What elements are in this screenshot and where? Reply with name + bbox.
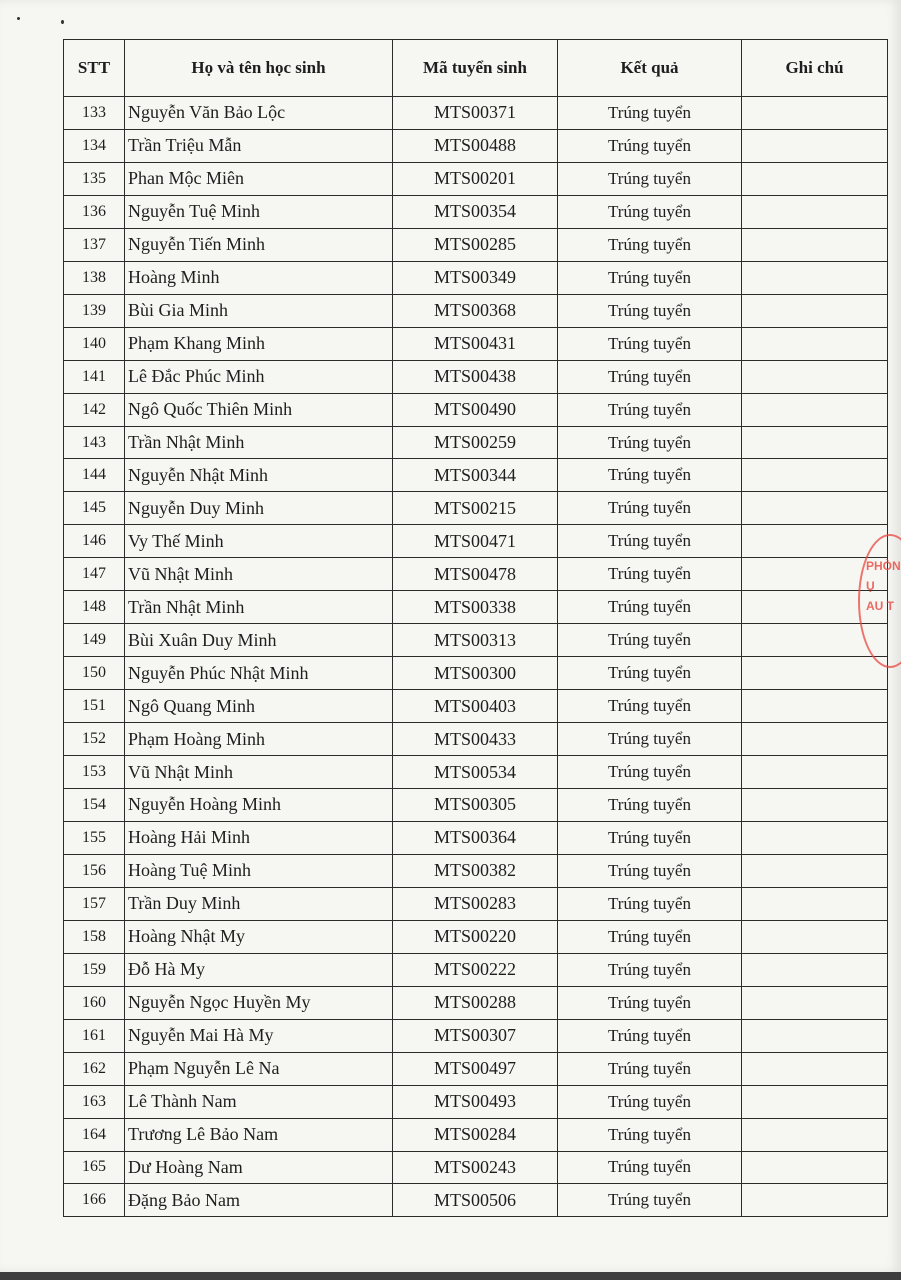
table-row — [64, 162, 888, 195]
table-row — [64, 591, 888, 624]
result-status: Trúng tuyển — [558, 525, 742, 558]
admission-code: MTS00259 — [393, 426, 558, 459]
table-row — [64, 624, 888, 657]
row-note — [742, 261, 888, 294]
result-status: Trúng tuyển — [558, 591, 742, 624]
row-note — [742, 1184, 888, 1217]
result-status: Trúng tuyển — [558, 1118, 742, 1151]
row-stt: 136 — [64, 195, 125, 228]
row-note — [742, 327, 888, 360]
row-note — [742, 756, 888, 789]
row-note — [742, 1019, 888, 1052]
admission-code: MTS00433 — [393, 723, 558, 756]
row-note — [742, 1085, 888, 1118]
result-status: Trúng tuyển — [558, 459, 742, 492]
row-stt: 165 — [64, 1151, 125, 1184]
admission-code: MTS00300 — [393, 657, 558, 690]
table-row — [64, 294, 888, 327]
row-note — [742, 294, 888, 327]
student-name: Vũ Nhật Minh — [125, 756, 393, 789]
admission-code: MTS00478 — [393, 558, 558, 591]
student-name: Nguyễn Văn Bảo Lộc — [125, 97, 393, 130]
row-note — [742, 854, 888, 887]
header-stt: STT — [64, 40, 125, 97]
admission-code: MTS00344 — [393, 459, 558, 492]
row-stt: 143 — [64, 426, 125, 459]
row-stt: 134 — [64, 129, 125, 162]
student-name: Trần Nhật Minh — [125, 426, 393, 459]
row-stt: 160 — [64, 986, 125, 1019]
result-status: Trúng tuyển — [558, 1085, 742, 1118]
student-name: Vy Thế Minh — [125, 525, 393, 558]
row-note — [742, 426, 888, 459]
table-row — [64, 261, 888, 294]
result-status: Trúng tuyển — [558, 294, 742, 327]
row-note — [742, 1118, 888, 1151]
table-row — [64, 97, 888, 130]
table-row — [64, 657, 888, 690]
row-note — [742, 97, 888, 130]
row-stt: 164 — [64, 1118, 125, 1151]
table-row — [64, 887, 888, 920]
admission-code: MTS00368 — [393, 294, 558, 327]
admission-code: MTS00338 — [393, 591, 558, 624]
result-status: Trúng tuyển — [558, 756, 742, 789]
row-note — [742, 228, 888, 261]
scan-speck — [61, 20, 64, 24]
result-status: Trúng tuyển — [558, 162, 742, 195]
row-stt: 157 — [64, 887, 125, 920]
row-stt: 158 — [64, 920, 125, 953]
row-stt: 135 — [64, 162, 125, 195]
admission-code: MTS00243 — [393, 1151, 558, 1184]
table-row — [64, 1151, 888, 1184]
table-header-row — [64, 40, 888, 97]
header-result: Kết quả — [558, 40, 742, 97]
row-note — [742, 789, 888, 822]
result-status: Trúng tuyển — [558, 1052, 742, 1085]
student-name: Phạm Hoàng Minh — [125, 723, 393, 756]
student-name: Trần Triệu Mẫn — [125, 129, 393, 162]
admission-code: MTS00220 — [393, 920, 558, 953]
row-note — [742, 723, 888, 756]
row-note — [742, 195, 888, 228]
row-note — [742, 1151, 888, 1184]
result-status: Trúng tuyển — [558, 821, 742, 854]
row-stt: 161 — [64, 1019, 125, 1052]
result-status: Trúng tuyển — [558, 558, 742, 591]
header-admission-code: Mã tuyển sinh — [393, 40, 558, 97]
student-name: Phạm Khang Minh — [125, 327, 393, 360]
result-status: Trúng tuyển — [558, 195, 742, 228]
row-stt: 149 — [64, 624, 125, 657]
admission-code: MTS00382 — [393, 854, 558, 887]
result-status: Trúng tuyển — [558, 393, 742, 426]
row-stt: 145 — [64, 492, 125, 525]
row-stt: 141 — [64, 360, 125, 393]
result-status: Trúng tuyển — [558, 327, 742, 360]
admission-code: MTS00431 — [393, 327, 558, 360]
student-name: Nguyễn Duy Minh — [125, 492, 393, 525]
row-stt: 153 — [64, 756, 125, 789]
table-row — [64, 1118, 888, 1151]
table-row — [64, 426, 888, 459]
row-stt: 148 — [64, 591, 125, 624]
row-note — [742, 162, 888, 195]
admission-code: MTS00371 — [393, 97, 558, 130]
row-stt: 147 — [64, 558, 125, 591]
row-stt: 144 — [64, 459, 125, 492]
student-name: Trương Lê Bảo Nam — [125, 1118, 393, 1151]
student-name: Nguyễn Nhật Minh — [125, 459, 393, 492]
row-note — [742, 459, 888, 492]
student-name: Bùi Gia Minh — [125, 294, 393, 327]
result-status: Trúng tuyển — [558, 97, 742, 130]
row-stt: 139 — [64, 294, 125, 327]
student-name: Dư Hoàng Nam — [125, 1151, 393, 1184]
row-stt: 166 — [64, 1184, 125, 1217]
stamp-text — [866, 556, 901, 616]
row-note — [742, 821, 888, 854]
admission-results-table-wrap — [63, 39, 887, 1217]
student-name: Nguyễn Tuệ Minh — [125, 195, 393, 228]
table-row — [64, 525, 888, 558]
result-status: Trúng tuyển — [558, 690, 742, 723]
stamp-line: Ụ — [866, 579, 875, 593]
student-name: Ngô Quang Minh — [125, 690, 393, 723]
result-status: Trúng tuyển — [558, 657, 742, 690]
student-name: Đặng Bảo Nam — [125, 1184, 393, 1217]
row-stt: 142 — [64, 393, 125, 426]
table-row — [64, 690, 888, 723]
admission-code: MTS00288 — [393, 986, 558, 1019]
student-name: Vũ Nhật Minh — [125, 558, 393, 591]
stamp-line: PHÒN — [866, 559, 901, 573]
student-name: Hoàng Tuệ Minh — [125, 854, 393, 887]
student-name: Bùi Xuân Duy Minh — [125, 624, 393, 657]
admission-code: MTS00215 — [393, 492, 558, 525]
admission-code: MTS00403 — [393, 690, 558, 723]
table-row — [64, 920, 888, 953]
table-row — [64, 723, 888, 756]
admission-code: MTS00438 — [393, 360, 558, 393]
admission-code: MTS00493 — [393, 1085, 558, 1118]
row-stt: 133 — [64, 97, 125, 130]
row-note — [742, 492, 888, 525]
admission-results-table — [63, 39, 888, 1217]
student-name: Phan Mộc Miên — [125, 162, 393, 195]
row-note — [742, 953, 888, 986]
admission-code: MTS00222 — [393, 953, 558, 986]
student-name: Nguyễn Phúc Nhật Minh — [125, 657, 393, 690]
header-notes: Ghi chú — [742, 40, 888, 97]
table-row — [64, 821, 888, 854]
admission-code: MTS00364 — [393, 821, 558, 854]
result-status: Trúng tuyển — [558, 953, 742, 986]
admission-code: MTS00201 — [393, 162, 558, 195]
row-stt: 154 — [64, 789, 125, 822]
table-row — [64, 854, 888, 887]
admission-code: MTS00506 — [393, 1184, 558, 1217]
student-name: Hoàng Hải Minh — [125, 821, 393, 854]
row-note — [742, 129, 888, 162]
student-name: Nguyễn Mai Hà My — [125, 1019, 393, 1052]
result-status: Trúng tuyển — [558, 723, 742, 756]
row-note — [742, 887, 888, 920]
result-status: Trúng tuyển — [558, 854, 742, 887]
result-status: Trúng tuyển — [558, 1184, 742, 1217]
student-name: Đỗ Hà My — [125, 953, 393, 986]
table-row — [64, 1085, 888, 1118]
row-note — [742, 525, 888, 558]
admission-code: MTS00349 — [393, 261, 558, 294]
result-status: Trúng tuyển — [558, 1151, 742, 1184]
row-stt: 138 — [64, 261, 125, 294]
row-stt: 159 — [64, 953, 125, 986]
admission-code: MTS00283 — [393, 887, 558, 920]
admission-code: MTS00534 — [393, 756, 558, 789]
result-status: Trúng tuyển — [558, 261, 742, 294]
student-name: Lê Đắc Phúc Minh — [125, 360, 393, 393]
student-name: Hoàng Nhật My — [125, 920, 393, 953]
student-name: Trần Nhật Minh — [125, 591, 393, 624]
student-name: Nguyễn Tiến Minh — [125, 228, 393, 261]
row-stt: 155 — [64, 821, 125, 854]
row-note — [742, 360, 888, 393]
admission-code: MTS00490 — [393, 393, 558, 426]
header-student-name: Họ và tên học sinh — [125, 40, 393, 97]
table-row — [64, 492, 888, 525]
row-stt: 137 — [64, 228, 125, 261]
result-status: Trúng tuyển — [558, 228, 742, 261]
result-status: Trúng tuyển — [558, 129, 742, 162]
student-name: Nguyễn Hoàng Minh — [125, 789, 393, 822]
table-row — [64, 986, 888, 1019]
result-status: Trúng tuyển — [558, 1019, 742, 1052]
result-status: Trúng tuyển — [558, 887, 742, 920]
admission-code: MTS00313 — [393, 624, 558, 657]
table-row — [64, 228, 888, 261]
row-note — [742, 986, 888, 1019]
table-row — [64, 1019, 888, 1052]
student-name: Trần Duy Minh — [125, 887, 393, 920]
row-stt: 163 — [64, 1085, 125, 1118]
table-row — [64, 195, 888, 228]
scan-speck — [17, 17, 20, 20]
table-row — [64, 459, 888, 492]
stamp-line: AU T — [866, 599, 894, 613]
table-row — [64, 558, 888, 591]
table-row — [64, 129, 888, 162]
student-name: Hoàng Minh — [125, 261, 393, 294]
row-note — [742, 657, 888, 690]
row-stt: 151 — [64, 690, 125, 723]
student-name: Ngô Quốc Thiên Minh — [125, 393, 393, 426]
admission-code: MTS00354 — [393, 195, 558, 228]
row-stt: 150 — [64, 657, 125, 690]
row-stt: 140 — [64, 327, 125, 360]
table-row — [64, 360, 888, 393]
admission-code: MTS00471 — [393, 525, 558, 558]
admission-code: MTS00284 — [393, 1118, 558, 1151]
student-name: Nguyễn Ngọc Huyền My — [125, 986, 393, 1019]
result-status: Trúng tuyển — [558, 492, 742, 525]
admission-code: MTS00488 — [393, 129, 558, 162]
row-note — [742, 690, 888, 723]
row-stt: 162 — [64, 1052, 125, 1085]
result-status: Trúng tuyển — [558, 920, 742, 953]
scan-edge — [0, 1272, 901, 1280]
admission-code: MTS00497 — [393, 1052, 558, 1085]
row-stt: 156 — [64, 854, 125, 887]
table-row — [64, 1052, 888, 1085]
row-note — [742, 1052, 888, 1085]
row-note — [742, 920, 888, 953]
admission-code: MTS00307 — [393, 1019, 558, 1052]
result-status: Trúng tuyển — [558, 986, 742, 1019]
table-row — [64, 327, 888, 360]
admission-code: MTS00285 — [393, 228, 558, 261]
student-name: Lê Thành Nam — [125, 1085, 393, 1118]
table-row — [64, 1184, 888, 1217]
table-row — [64, 756, 888, 789]
table-row — [64, 953, 888, 986]
table-row — [64, 393, 888, 426]
row-stt: 146 — [64, 525, 125, 558]
row-stt: 152 — [64, 723, 125, 756]
admission-code: MTS00305 — [393, 789, 558, 822]
result-status: Trúng tuyển — [558, 624, 742, 657]
table-row — [64, 789, 888, 822]
result-status: Trúng tuyển — [558, 426, 742, 459]
student-name: Phạm Nguyễn Lê Na — [125, 1052, 393, 1085]
result-status: Trúng tuyển — [558, 360, 742, 393]
row-note — [742, 393, 888, 426]
result-status: Trúng tuyển — [558, 789, 742, 822]
